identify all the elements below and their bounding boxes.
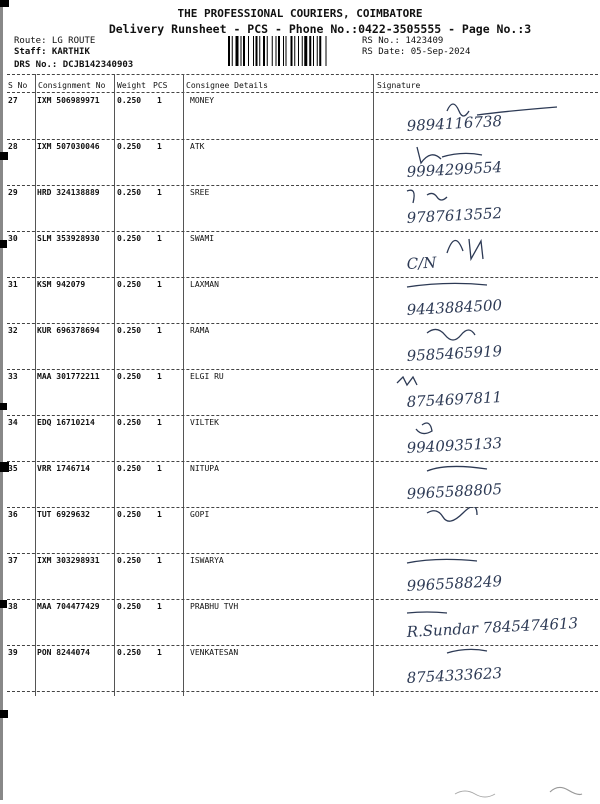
signature-handwriting: C/N [406,253,437,273]
signature-handwriting: 9894116738 [406,112,503,135]
row-sno: 39 [8,648,18,657]
row-consignee: VILTEK [190,418,219,427]
row-weight: 0.250 [117,234,142,243]
col-consignee-header: Consignee Details [186,81,268,90]
signature-stroke [407,190,447,203]
row-consignee: VENKATESAN [190,648,239,657]
row-weight: 0.250 [117,648,142,657]
row-pcs: 1 [157,372,162,381]
row-signature [387,323,592,369]
row-weight: 0.250 [117,188,142,197]
signature-stroke [407,612,447,613]
signature-scribble [387,323,592,369]
signature-handwriting: 9787613552 [406,204,503,227]
row-pcs: 1 [157,418,162,427]
signature-stroke [447,239,483,259]
signature-handwriting: 9965588805 [406,480,503,503]
signature-scribble [387,553,592,599]
signature-scribble [387,369,592,415]
signature-stroke [447,649,487,653]
row-consignment-no: MAA 704477429 [37,602,100,611]
table-row [7,231,598,278]
row-sno: 33 [8,372,18,381]
row-consignee: SWAMI [190,234,215,243]
signature-handwriting: 8754697811 [406,388,503,411]
row-consignee: MONEY [190,96,215,105]
row-sno: 32 [8,326,18,335]
row-weight: 0.250 [117,280,142,289]
row-weight: 0.250 [117,326,142,335]
row-consignee: GOPI [190,510,210,519]
row-signature [387,599,592,645]
row-sno: 37 [8,556,18,565]
barcode-bar [294,36,295,66]
signature-handwriting: 8754333623 [406,664,503,687]
row-sno: 35 [8,464,18,473]
signature-stroke [397,377,417,385]
signature-stroke [416,423,432,434]
barcode-bar [228,36,230,66]
row-pcs: 1 [157,464,162,473]
row-sno: 29 [8,188,18,197]
barcode-bar [313,36,314,66]
signature-stroke [407,559,477,563]
signature-handwriting: 9965588249 [406,572,503,595]
table-row [7,323,598,370]
table-row [7,645,598,692]
barcode-bar [291,36,293,66]
smudge-graphic [440,776,590,800]
row-sno: 36 [8,510,18,519]
signature-stroke [427,329,475,340]
row-weight: 0.250 [117,556,142,565]
row-signature [387,507,592,553]
row-consignment-no: EDQ 16710214 [37,418,95,427]
table-row [7,507,598,554]
signature-scribble [387,93,592,139]
barcode-bar [276,36,277,66]
table-row [7,599,598,646]
barcode-graphic [228,36,354,66]
signature-stroke [427,507,477,521]
table-row [7,369,598,416]
barcode-bar [241,36,242,66]
row-weight: 0.250 [117,510,142,519]
row-sno: 31 [8,280,18,289]
barcode-bar [267,36,268,66]
signature-scribble [387,507,592,553]
row-consignment-no: MAA 301772211 [37,372,100,381]
signature-stroke [407,283,487,287]
barcode-bar [259,36,260,66]
row-consignment-no: IXM 507030046 [37,142,100,151]
row-signature [387,231,592,277]
row-signature [387,93,592,139]
signature-scribble [387,415,592,461]
row-weight: 0.250 [117,464,142,473]
row-consignee: ELGI RU [190,372,224,381]
barcode-bar [309,36,311,66]
row-consignee: NITUPA [190,464,219,473]
row-consignee: ISWARYA [190,556,224,565]
barcode-bar [302,36,303,66]
signature-scribble [387,185,592,231]
row-pcs: 1 [157,602,162,611]
row-sno: 28 [8,142,18,151]
row-pcs: 1 [157,188,162,197]
barcode-bar [232,36,233,66]
row-pcs: 1 [157,648,162,657]
col-signature-header: Signature [377,81,421,90]
row-pcs: 1 [157,556,162,565]
row-consignee: LAXMAN [190,280,219,289]
row-signature [387,139,592,185]
signature-scribble [387,461,592,507]
row-signature [387,277,592,323]
row-pcs: 1 [157,96,162,105]
signature-handwriting: 9585465919 [406,342,503,365]
col-pcs-header: PCS [153,81,168,90]
route-label: Route: LG ROUTE [14,36,96,46]
table-row [7,553,598,600]
row-sno: 38 [8,602,18,611]
row-weight: 0.250 [117,602,142,611]
col-weight-header: Weight [117,81,146,90]
drs-number: DRS No.: DCJB142340903 [14,60,134,70]
row-weight: 0.250 [117,372,142,381]
table-row [7,461,598,508]
row-consignee: RAMA [190,326,210,335]
row-weight: 0.250 [117,96,142,105]
rs-date: RS Date: 05-Sep-2024 [362,47,471,57]
row-pcs: 1 [157,280,162,289]
header-top-rule [7,74,598,75]
row-consignee: ATK [190,142,205,151]
row-pcs: 1 [157,142,162,151]
row-signature [387,415,592,461]
barcode-bar [298,36,299,66]
barcode-bar [278,36,280,66]
barcode-bar [317,36,318,66]
row-consignment-no: IXM 506989971 [37,96,100,105]
row-signature [387,645,592,691]
col-consignment-header: Consignment No [38,81,106,90]
company-title: THE PROFESSIONAL COURIERS, COIMBATORE [177,7,423,20]
barcode-bar [256,36,258,66]
table-row [7,93,598,140]
signature-scribble [387,645,592,691]
barcode-bar [283,36,284,66]
signature-scribble [387,139,592,185]
table-row [7,139,598,186]
signature-stroke [427,466,487,471]
barcode-bar [263,36,265,66]
signature-scribble [387,599,592,645]
barcode-bar [243,36,245,66]
rs-number: RS No.: 1423409 [362,36,444,46]
scan-smudge [440,776,590,800]
barcode-bar [272,36,273,66]
signature-scribble [387,231,592,277]
row-sno: 34 [8,418,18,427]
barcode-bar [326,36,327,66]
signature-handwriting: 9940935133 [406,434,503,457]
signature-handwriting: 9443884500 [406,296,503,319]
row-weight: 0.250 [117,418,142,427]
barcode-bar [319,36,321,66]
col-sno-header: S No [8,81,28,90]
row-pcs: 1 [157,326,162,335]
row-consignment-no: HRD 324138889 [37,188,100,197]
row-consignment-no: TUT 6929632 [37,510,90,519]
table-row [7,415,598,462]
row-consignment-no: IXM 303298931 [37,556,100,565]
signature-handwriting: 9994299554 [406,158,503,181]
row-consignment-no: SLM 353928930 [37,234,100,243]
row-weight: 0.250 [117,142,142,151]
staff-label: Staff: KARTHIK [14,47,90,57]
barcode-bar [248,36,249,66]
barcode-bar [253,36,254,66]
signature-handwriting: R.Sundar 7845474613 [406,614,579,641]
row-consignee: SREE [190,188,210,197]
row-pcs: 1 [157,234,162,243]
table-row [7,277,598,324]
barcode [228,36,354,66]
signature-scribble [387,277,592,323]
table-row [7,185,598,232]
row-signature [387,461,592,507]
row-sno: 27 [8,96,18,105]
row-consignee: PRABHU TVH [190,602,239,611]
barcode-bar [286,36,287,66]
barcode-bar [304,36,307,66]
row-consignment-no: PON 8244074 [37,648,90,657]
row-consignment-no: KSM 942079 [37,280,86,289]
row-pcs: 1 [157,510,162,519]
row-signature [387,185,592,231]
row-signature [387,369,592,415]
runsheet-subtitle: Delivery Runsheet - PCS - Phone No.:0422-3505555 - Page No.:3 [108,22,532,36]
row-consignment-no: KUR 696378694 [37,326,100,335]
row-sno: 30 [8,234,18,243]
row-consignment-no: VRR 1746714 [37,464,90,473]
barcode-bar [236,36,239,66]
row-signature [387,553,592,599]
